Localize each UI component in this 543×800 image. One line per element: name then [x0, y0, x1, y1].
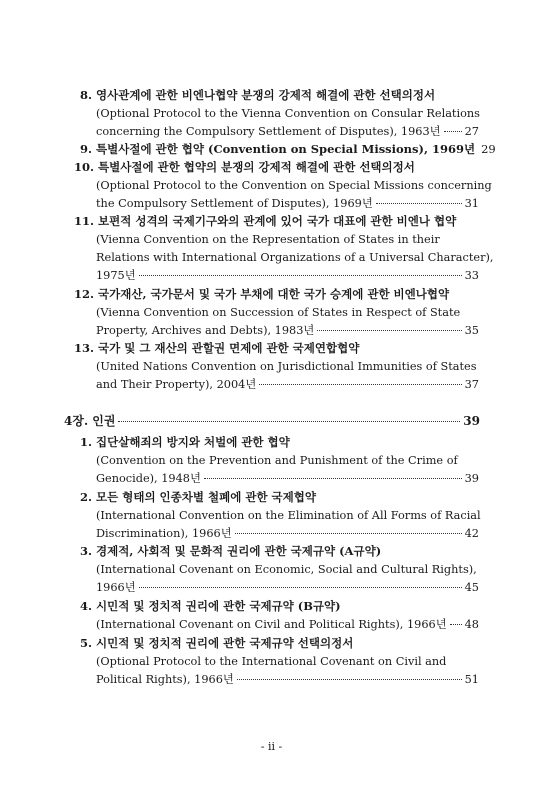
dot-leader	[118, 421, 460, 422]
dot-leader	[139, 275, 462, 276]
dot-leader	[235, 533, 462, 534]
toc-entry-title: 5. 시민적 및 정치적 권리에 관한 국제규약 선택의정서	[80, 636, 354, 650]
toc-entry-title: 13. 국가 및 그 재산의 관할권 면제에 관한 국제연합협약	[74, 341, 360, 355]
dot-leader	[376, 203, 462, 204]
toc-entry-line: (Vienna Convention on Succession of States in Respect of State	[96, 306, 461, 319]
chapter-title: 4장. 인권	[64, 414, 116, 428]
toc-entry-leader-line	[96, 124, 479, 139]
toc-entry-leader-line	[96, 580, 479, 595]
toc-entry-leader-line	[96, 526, 479, 541]
page-number: 35	[464, 324, 479, 337]
dot-leader	[450, 624, 462, 625]
dot-leader	[259, 384, 461, 385]
toc-entry-line: concerning the Compulsory Settlement of Disputes), 1963년	[96, 125, 441, 138]
toc-entry-line: (Optional Protocol to the International Covenant on Civil and	[96, 655, 447, 668]
toc-entry-leader-line	[96, 471, 479, 486]
toc-entry-line: Genocide), 1948년	[96, 472, 201, 485]
toc-entry-line: 1966년	[96, 581, 136, 594]
page-number: 42	[464, 527, 479, 540]
toc-entry-line: (International Convention on the Elimination of All Forms of Racial	[96, 509, 481, 522]
toc-entry-leader-line	[96, 323, 479, 338]
chapter-heading	[64, 414, 480, 429]
toc-entry-leader-line	[96, 617, 479, 632]
page-number: 45	[464, 581, 479, 594]
dot-leader	[444, 131, 462, 132]
page-number: 33	[464, 269, 479, 282]
toc-entry-line: Discrimination), 1966년	[96, 527, 232, 540]
page-number: 31	[464, 197, 479, 210]
toc-entry-title: 2. 모든 형태의 인종차별 철폐에 관한 국제협약	[80, 490, 316, 504]
toc-entry-title: 8. 영사관계에 관한 비엔나협약 분쟁의 강제적 해결에 관한 선택의정서	[80, 88, 436, 102]
toc-entry-title: 10. 특별사절에 관한 협약의 분쟁의 강제적 해결에 관한 선택의정서	[74, 160, 415, 174]
dot-leader	[237, 679, 462, 680]
toc-entry-title: 3. 경제적, 사회적 및 문화적 권리에 관한 국제규약 (A규약)	[80, 544, 382, 558]
toc-entry-line: (International Covenant on Civil and Political Rights), 1966년	[96, 618, 447, 631]
toc-entry-line: and Their Property), 2004년	[96, 378, 257, 391]
toc-entry-leader-line	[96, 377, 479, 392]
toc-entry-line: (International Covenant on Economic, Social and Cultural Rights),	[96, 563, 477, 576]
dot-leader	[204, 478, 462, 479]
toc-entry-leader-line	[96, 268, 479, 283]
page-footer-number: - ii -	[260, 740, 283, 753]
toc-entry-title: 4. 시민적 및 정치적 권리에 관한 국제규약 (B규약)	[80, 599, 341, 613]
toc-entry-leader-line	[96, 672, 479, 687]
toc-entry-title: 11. 보편적 성격의 국제기구와의 관계에 있어 국가 대표에 관한 비엔나 협약	[74, 214, 457, 228]
toc-entry-line: (Convention on the Prevention and Punishment of the Crime of	[96, 454, 458, 467]
toc-entry-line: (Optional Protocol to the Convention on Special Missions concerning	[96, 179, 492, 192]
toc-entry-title: 9. 특별사절에 관한 협약 (Convention on Special Missions), 1969년	[80, 142, 476, 156]
toc-entry-line: the Compulsory Settlement of Disputes), 1969년	[96, 197, 373, 210]
toc-entry-line: 1975년	[96, 269, 136, 282]
page-number: 37	[464, 378, 479, 391]
toc-entry-leader-line	[96, 196, 479, 211]
page-number: 39	[464, 472, 479, 485]
dot-leader	[139, 587, 462, 588]
toc-entry-line: (Vienna Convention on the Representation of States in their	[96, 233, 440, 246]
toc-entry-leader-line	[80, 142, 496, 157]
toc-entry-line: Relations with International Organizations of a Universal Character),	[96, 251, 494, 264]
dot-leader	[317, 330, 461, 331]
toc-entry-line: (United Nations Convention on Jurisdictional Immunities of States	[96, 360, 477, 373]
toc-entry-line: (Optional Protocol to the Vienna Convention on Consular Relations	[96, 107, 480, 120]
page-number: 48	[464, 618, 479, 631]
toc-entry-line: Property, Archives and Debts), 1983년	[96, 324, 315, 337]
page-number: 39	[463, 414, 480, 428]
toc-entry-line: Political Rights), 1966년	[96, 673, 234, 686]
toc-entry-title: 12. 국가재산, 국가문서 및 국가 부채에 대한 국가 승계에 관한 비엔나협약	[74, 287, 450, 301]
page-number: 27	[464, 125, 479, 138]
page-number: 29	[481, 142, 496, 156]
page-number: 51	[464, 673, 479, 686]
toc-entry-title: 1. 집단살해죄의 방지와 처벌에 관한 협약	[80, 435, 290, 449]
